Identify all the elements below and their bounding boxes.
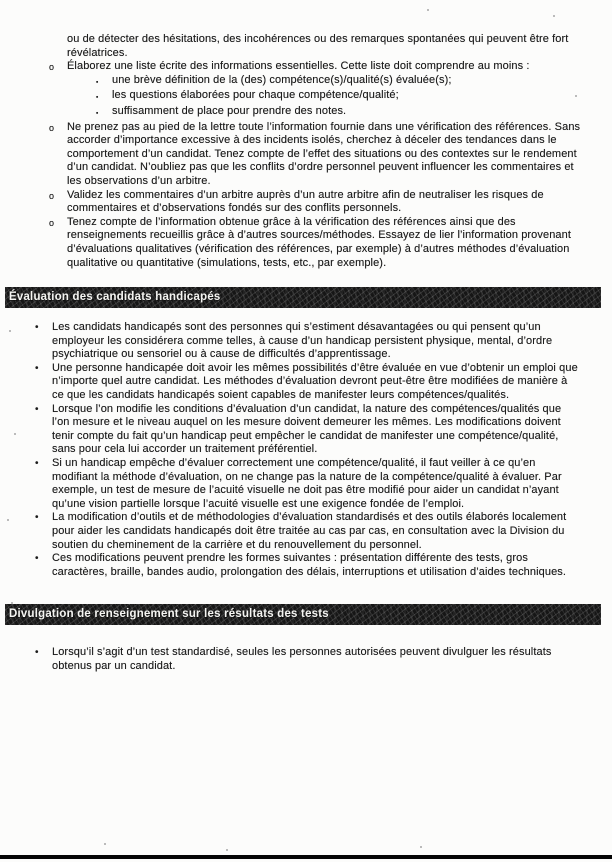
circle-bullet-marker: o — [49, 122, 55, 133]
scan-noise-dot — [104, 843, 106, 845]
list-item — [35, 511, 579, 552]
circle-bullet-marker: o — [49, 62, 55, 73]
dot-bullet-marker: • — [35, 322, 39, 334]
list-item — [35, 403, 579, 457]
sub-list-item — [67, 89, 582, 105]
dot-bullet-marker: • — [35, 647, 39, 659]
scan-noise-dot — [226, 849, 228, 851]
list-item-text: Tenez compte de l’information obtenue grâce à la vérification des références ainsi que des renseignements recueillis grâce à d’autres sources/méthodes. Essayez de lier l’information provenant d’évaluations qualitatives (vérification des références, par exemple) à d’autres méthodes d’évaluation qualitative ou quantitative (simulations, tests, etc., par exemple). — [67, 215, 572, 269]
dot-bullet-marker: • — [35, 458, 39, 470]
list-item-text: Élaborez une liste écrite des informations essentielles. Cette liste doit comprendre au moins : — [67, 60, 530, 73]
square-bullet-marker: ▪ — [96, 109, 99, 117]
list-item-text: Lorsqu’il s’agit d’un test standardisé, seules les personnes autorisées peuvent divulguer les résultats obtenus par un candidat. — [52, 646, 552, 672]
square-bullet-marker: ▪ — [96, 94, 99, 102]
section-heading-banner — [5, 604, 601, 625]
sub-list-item-text: une brève définition de la (des) compétence(s)/qualité(s) évaluée(s); — [112, 73, 452, 86]
list-item — [49, 121, 582, 189]
scan-noise-dot — [11, 602, 13, 604]
list-item — [49, 189, 582, 216]
list-item — [49, 60, 582, 120]
scan-noise-dot — [553, 15, 555, 17]
list-item-text: Une personne handicapée doit avoir les mêmes possibilités d’être évaluée en vue d’obtenir un emploi que n’importe quel autre candidat. Les méthodes d’évaluation devront peut-être être modifiées de manière à ce que les candidats handicapés soient capables de manifester leurs compétences/qualités. — [52, 361, 578, 402]
list-item — [49, 216, 582, 270]
scan-artifact-bottom-edge — [0, 855, 612, 859]
paragraph-continuation: ou de détecter des hésitations, des incohérences ou des remarques spontanées qui peuvent être fort révélatrices. — [67, 33, 569, 59]
list-item — [35, 552, 579, 579]
list-item-text: Lorsque l’on modifie les conditions d’évaluation d’un candidat, la nature des compétences/qualités que l’on mesure et le niveau auquel on les mesure doivent demeurer les mêmes. Les modifications doivent tenir compte du fait qu’un handicap peut empêcher le candidat de manifester une compétence/qualité, sans pour cela lui accorder un traitement préférentiel. — [52, 402, 562, 456]
scan-noise-dot — [420, 846, 422, 848]
list-item — [35, 362, 579, 403]
sub-list-item — [67, 105, 582, 121]
circle-bullet-marker: o — [49, 190, 55, 201]
dot-bullet-marker: • — [35, 403, 39, 415]
scan-noise-dot — [572, 620, 574, 622]
scan-noise-dot — [9, 330, 11, 332]
list-item-text: Si un handicap empêche d’évaluer correctement une compétence/qualité, il faut veiller à ce qu’en modifiant la méthode d’évaluation, on ne change pas la nature de la compétence/qualité à évaluer. Par exemple, un test de mesure de l’acuité visuelle ne doit pas être modifié pour aider un candidat n’ayant qu’une vision partielle lorsque l’acuité visuelle est une exigence fondée de l’emploi. — [52, 457, 562, 510]
section-heading-banner — [5, 287, 601, 308]
dot-bullet-marker: • — [35, 553, 39, 565]
list-item — [35, 646, 579, 673]
list-item-text: Validez les commentaires d’un arbitre auprès d’un autre arbitre afin de neutraliser les risques de commentaires et d’observations fondés sur des conflits personnels. — [67, 188, 544, 215]
dot-bullet-marker: • — [35, 512, 39, 524]
dot-bullet-marker: • — [35, 362, 39, 374]
list-item — [35, 457, 579, 511]
scan-noise-dot — [14, 433, 16, 435]
sub-list-item-text: les questions élaborées pour chaque compétence/qualité; — [112, 89, 399, 102]
list-item-text: Ces modifications peuvent prendre les formes suivantes : présentation différente des tests, gros caractères, braille, bandes audio, prolongation des délais, interruptions et utilisation d’aides techniques. — [52, 552, 567, 578]
scan-noise-dot — [7, 519, 9, 521]
sub-list-item — [67, 74, 582, 90]
list-item — [35, 321, 579, 362]
list-item-text: Ne prenez pas au pied de la lettre toute l’information fournie dans une vérification des références. Sans accorder d’importance excessive à des incidents isolés, cherchez à déceler des tendances dans le comportement d’un candidat. Tenez compte de l’effet des situations ou des contextes sur le rendement d’un candidat. N’oubliez pas que les conflits d’ordre personnel peuvent influencer les commentaires et les observations d’un arbitre. — [67, 120, 581, 187]
section-heading-text: Évaluation des candidats handicapés — [9, 291, 221, 304]
square-bullet-marker: ▪ — [96, 78, 99, 86]
sub-list-item-text: suffisamment de place pour prendre des notes. — [112, 104, 347, 117]
scan-noise-dot — [427, 9, 429, 11]
circle-bullet-marker: o — [49, 217, 55, 228]
scan-noise-dot — [575, 95, 577, 97]
list-item-text: Les candidats handicapés sont des personnes qui s’estiment désavantagées ou qui pensent qu’un employeur les considérera comme telles, à cause d’un handicap persistent physique, mental, d’ordre psychiatrique ou sensoriel ou à cause de difficultés d’apprentissage. — [52, 321, 553, 361]
list-item-text: La modification d’outils et de méthodologies d’évaluation standardisés et des outils élaborés localement pour aider les candidats handicapés doit être traitée au cas par cas, en consultation avec la Division du soutien du cheminement de la carrière et du renouvellement du personnel. — [52, 511, 567, 551]
section-heading-text: Divulgation de renseignement sur les résultats des tests — [9, 608, 329, 621]
